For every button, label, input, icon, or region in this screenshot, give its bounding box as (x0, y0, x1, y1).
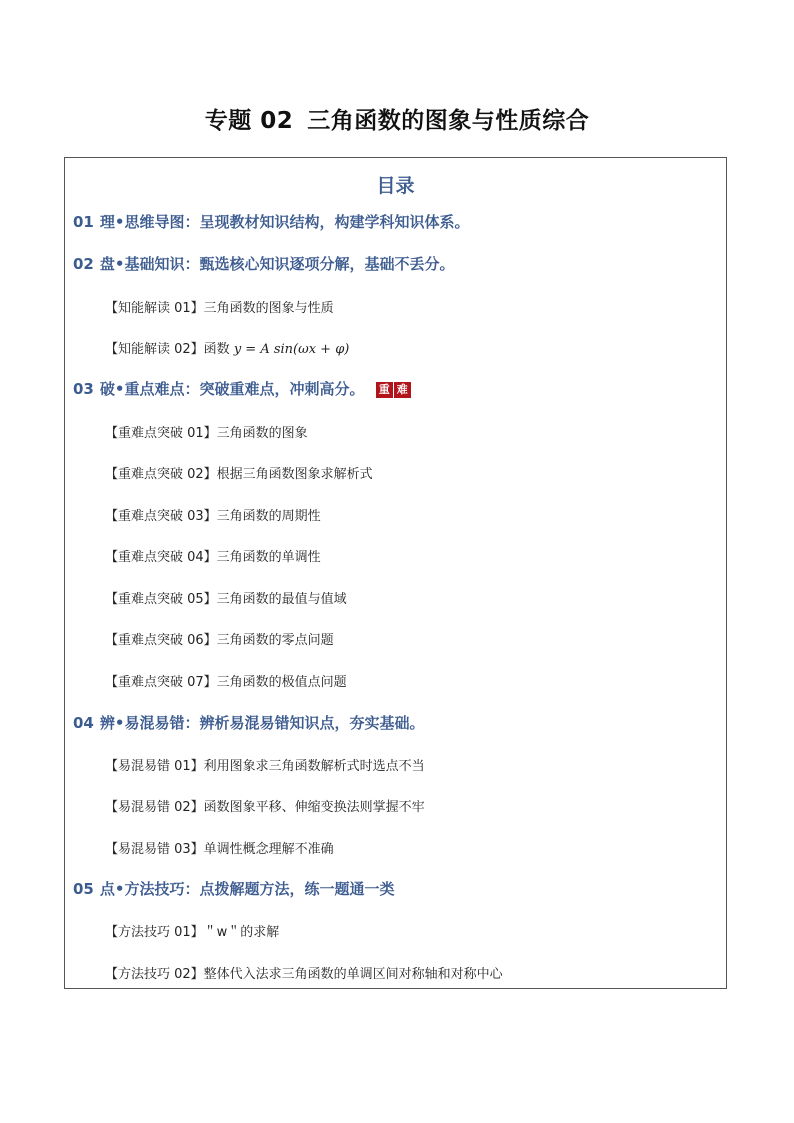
section-label: 点•方法技巧：点拨解题方法，练一题通一类 (99, 880, 395, 898)
toc-item-method-02[interactable]: 【方法技巧 02】整体代入法求三角函数的单调区间对称轴和对称中心 (105, 967, 503, 982)
toc-item-hard-06[interactable]: 【重难点突破 06】三角函数的零点问题 (105, 633, 334, 648)
toc-section-05[interactable] (73, 878, 394, 899)
section-label: 辨•易混易错：辨析易混易错知识点，夯实基础。 (99, 714, 425, 732)
difficulty-badge (376, 379, 411, 398)
formula-y-asin: y = A sin(ωx + φ) (233, 342, 350, 357)
toc-item-hard-02[interactable]: 【重难点突破 02】根据三角函数图象求解析式 (105, 467, 373, 482)
toc-item-hard-04[interactable]: 【重难点突破 04】三角函数的单调性 (105, 550, 321, 565)
toc-item-hard-03[interactable]: 【重难点突破 03】三角函数的周期性 (105, 509, 321, 524)
toc-item-method-01[interactable]: 【方法技巧 01】＂w＂的求解 (105, 925, 280, 940)
badge-char-nan: 难 (394, 382, 411, 398)
toc-section-02[interactable] (73, 253, 454, 274)
section-number: 01 (73, 213, 94, 231)
toc-item-knowledge-02[interactable] (105, 338, 349, 357)
title-number: 专题 02 (204, 108, 294, 134)
toc-heading: 目录 (376, 175, 415, 197)
page-title (0, 102, 794, 135)
section-number: 02 (73, 255, 94, 273)
section-label: 破•重点难点：突破重难点，冲刺高分。 (99, 380, 365, 398)
toc-section-04[interactable] (73, 712, 424, 733)
table-of-contents (64, 157, 727, 989)
toc-item-hard-05[interactable]: 【重难点突破 05】三角函数的最值与值域 (105, 592, 347, 607)
toc-item-label: 【知能解读 02】函数 (105, 342, 234, 357)
title-text: 三角函数的图象与性质综合 (307, 108, 590, 134)
section-number: 05 (73, 880, 94, 898)
toc-item-error-01[interactable]: 【易混易错 01】利用图象求三角函数解析式时选点不当 (105, 759, 425, 774)
section-label: 理•思维导图：呈现教材知识结构，构建学科知识体系。 (99, 213, 470, 231)
section-number: 03 (73, 380, 94, 398)
toc-item-error-03[interactable]: 【易混易错 03】单调性概念理解不准确 (105, 842, 334, 857)
section-label: 盘•基础知识：甄选核心知识逐项分解，基础不丢分。 (99, 255, 455, 273)
badge-char-zhong: 重 (376, 382, 393, 398)
toc-section-01[interactable] (73, 211, 469, 232)
toc-section-03[interactable] (73, 378, 411, 399)
section-number: 04 (73, 714, 94, 732)
toc-item-knowledge-01[interactable]: 【知能解读 01】三角函数的图象与性质 (105, 301, 334, 316)
toc-item-error-02[interactable]: 【易混易错 02】函数图象平移、伸缩变换法则掌握不牢 (105, 800, 425, 815)
toc-item-hard-07[interactable]: 【重难点突破 07】三角函数的极值点问题 (105, 675, 347, 690)
toc-item-hard-01[interactable]: 【重难点突破 01】三角函数的图象 (105, 426, 308, 441)
